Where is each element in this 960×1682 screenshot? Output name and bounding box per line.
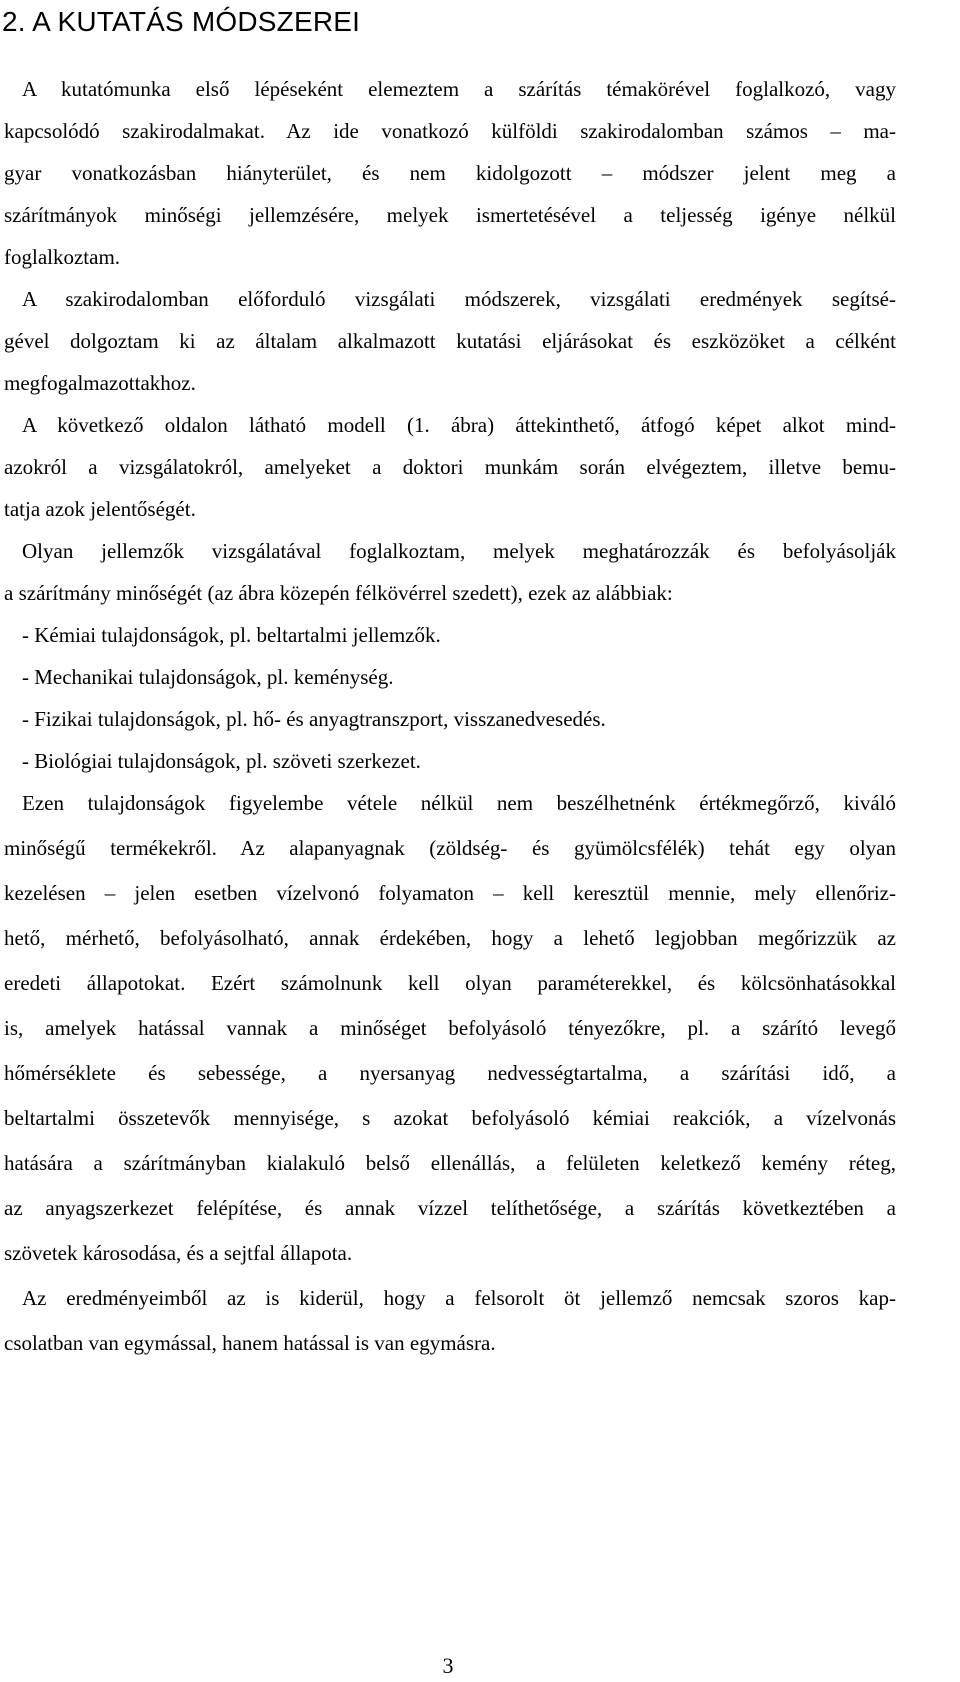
text-line: A szakirodalomban előforduló vizsgálati módszerek, vizsgálati eredmények segítsé- [22, 287, 896, 311]
list-item: - Fizikai tulajdonságok, pl. hő- és anyagtranszport, visszanedvesedés. [22, 707, 606, 731]
text-line: azokról a vizsgálatokról, amelyeket a doktori munkám során elvégeztem, illetve bemu- [4, 455, 896, 479]
page-number: 3 [442, 1653, 454, 1678]
text-line: beltartalmi összetevők mennyisége, s azokat befolyásoló kémiai reakciók, a vízelvonás [4, 1106, 896, 1130]
text-line: hőmérséklete és sebessége, a nyersanyag nedvességtartalma, a szárítási idő, a [4, 1061, 896, 1085]
text-line: Ezen tulajdonságok figyelembe vétele nélkül nem beszélhetnénk értékmegőrző, kiváló [22, 791, 896, 815]
list-item: - Mechanikai tulajdonságok, pl. keménység. [22, 665, 394, 689]
list-item: - Biológiai tulajdonságok, pl. szöveti szerkezet. [22, 749, 421, 773]
text-line: a szárítmány minőségét (az ábra közepén félkövérrel szedett), ezek az alábbiak: [4, 581, 673, 605]
text-line: gével dolgoztam ki az általam alkalmazott kutatási eljárásokat és eszközöket a célként [4, 329, 896, 353]
text-line: is, amelyek hatással vannak a minőséget befolyásoló tényezőkre, pl. a szárító levegő [4, 1016, 896, 1040]
text-line: eredeti állapotokat. Ezért számolnunk kell olyan paraméterekkel, és kölcsönhatásokkal [4, 971, 896, 995]
text-line: gyar vonatkozásban hiányterület, és nem kidolgozott – módszer jelent meg a [4, 161, 896, 185]
text-line: szárítmányok minőségi jellemzésére, melyek ismertetésével a teljesség igénye nélkül [4, 203, 896, 227]
text-line: szövetek károsodása, és a sejtfal állapota. [4, 1241, 353, 1265]
section-heading: 2. A KUTATÁS MÓDSZEREI [2, 6, 361, 37]
text-line: foglalkoztam. [4, 245, 121, 269]
text-line: hető, mérhető, befolyásolható, annak érdekében, hogy a lehető legjobban megőrizzük az [4, 926, 896, 950]
text-line: csolatban van egymással, hanem hatással is van egymásra. [4, 1331, 496, 1355]
text-line: megfogalmazottakhoz. [4, 371, 196, 395]
text-line: kezelésen – jelen esetben vízelvonó folyamaton – kell keresztül mennie, mely ellenőriz- [4, 881, 896, 905]
text-line: minőségű termékekről. Az alapanyagnak (zöldség- és gyümölcsfélék) tehát egy olyan [4, 836, 896, 860]
text-line: Olyan jellemzők vizsgálatával foglalkoztam, melyek meghatározzák és befolyásolják [22, 539, 896, 563]
text-line: kapcsolódó szakirodalmakat. Az ide vonatkozó külföldi szakirodalomban számos – ma- [4, 119, 896, 143]
text-line: A következő oldalon látható modell (1. ábra) áttekinthető, átfogó képet alkot mind- [22, 413, 896, 437]
text-line: hatására a szárítmányban kialakuló belső ellenállás, a felületen keletkező kemény réteg, [4, 1151, 896, 1175]
text-line: A kutatómunka első lépéseként elemeztem a szárítás témakörével foglalkozó, vagy [22, 77, 896, 101]
text-line: tatja azok jelentőségét. [4, 497, 196, 521]
text-line: Az eredményeimből az is kiderül, hogy a felsorolt öt jellemző nemcsak szoros kap- [22, 1286, 896, 1310]
list-item: - Kémiai tulajdonságok, pl. beltartalmi jellemzők. [22, 623, 441, 647]
text-line: az anyagszerkezet felépítése, és annak vízzel telíthetősége, a szárítás következtében a [4, 1196, 896, 1220]
